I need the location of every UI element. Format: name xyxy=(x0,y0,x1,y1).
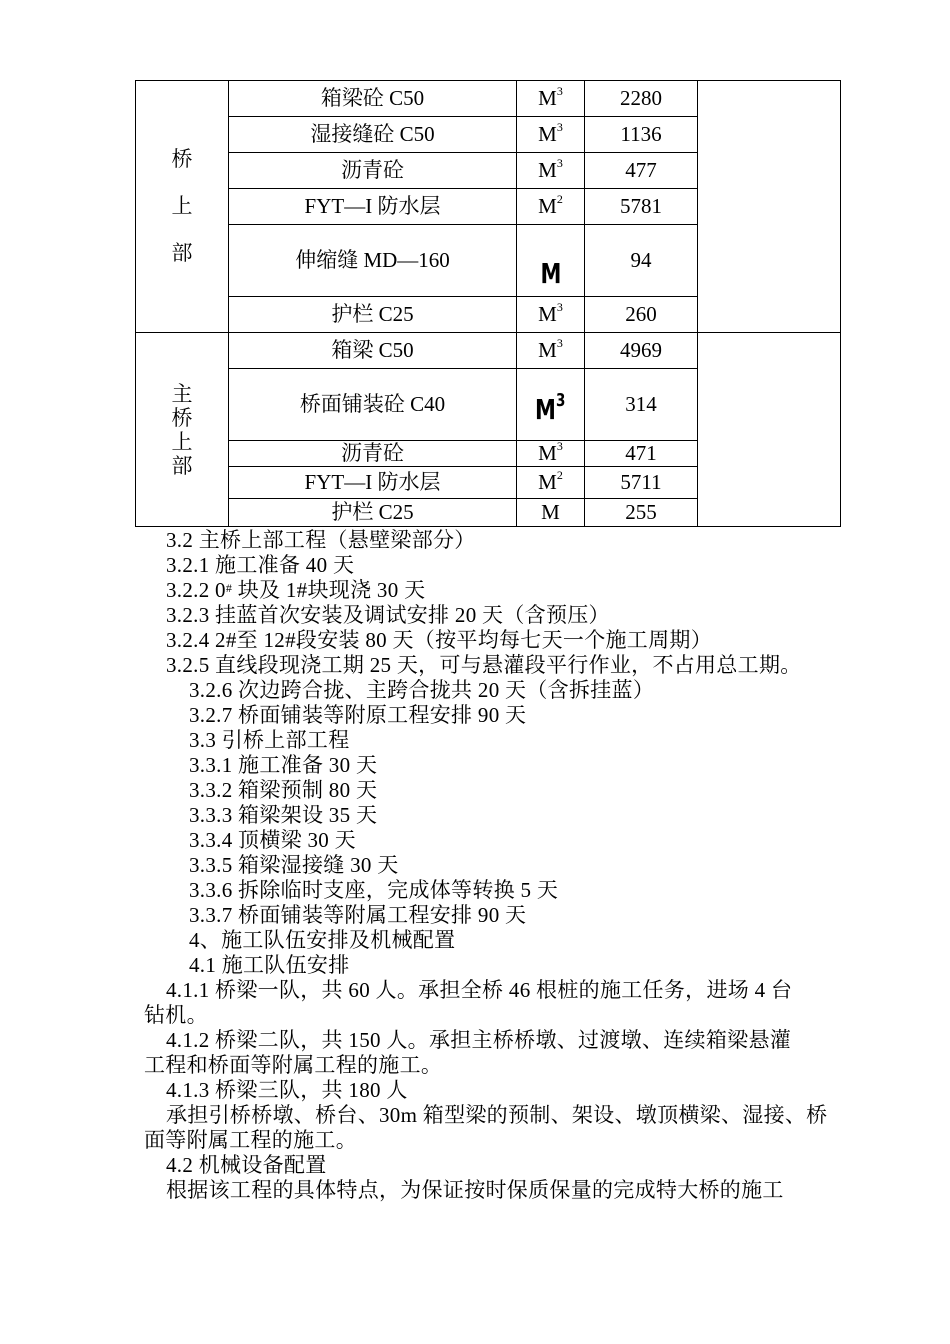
unit-cell: $M^3$ xyxy=(517,117,585,153)
unit-cell: $M^2$ xyxy=(517,467,585,499)
paragraph-line: 3.2.4 2#至 12#段安装 80 天（按平均每七天一个施工周期） xyxy=(166,628,712,652)
unit-cell: M xyxy=(517,225,585,297)
paragraph-line: 4.1.3 桥梁三队，共 180 人 xyxy=(166,1078,408,1102)
section-label-bridge-upper: 桥 上 部 xyxy=(136,81,229,333)
item-cell: 护栏 C25 xyxy=(229,499,517,527)
quantity-cell: 2280 xyxy=(585,81,698,117)
quantity-cell: 314 xyxy=(585,369,698,441)
item-cell: 箱梁 C50 xyxy=(229,333,517,369)
quantity-cell: 5711 xyxy=(585,467,698,499)
unit-cell: $M^3$ xyxy=(517,297,585,333)
item-cell: 护栏 C25 xyxy=(229,297,517,333)
item-cell: 伸缩缝 MD—160 xyxy=(229,225,517,297)
paragraph-line: 3.3.4 顶横梁 30 天 xyxy=(189,828,356,852)
heading-3-2: 3.2 主桥上部工程（悬壁梁部分） xyxy=(166,528,476,552)
heading-4-2: 4.2 机械设备配置 xyxy=(166,1153,327,1177)
paragraph-line: 4.1.2 桥梁二队，共 150 人。承担主桥桥墩、过渡墩、连续箱梁悬灌 xyxy=(166,1028,792,1052)
paragraph-line: 3.2.6 次边跨合拢、主跨合拢共 20 天（含拆挂蓝） xyxy=(189,678,655,702)
quantity-cell: 1136 xyxy=(585,117,698,153)
paragraph-line: 3.2.7 桥面铺装等附原工程安排 90 天 xyxy=(189,703,527,727)
quantity-cell: 94 xyxy=(585,225,698,297)
paragraph-line: 钻机。 xyxy=(144,1003,208,1027)
item-cell: 湿接缝砼 C50 xyxy=(229,117,517,153)
heading-4: 4、施工队伍安排及机械配置 xyxy=(189,928,456,952)
paragraph-line: 3.3.6 拆除临时支座，完成体等转换 5 天 xyxy=(189,878,559,902)
unit-cell: $M^2$ xyxy=(517,189,585,225)
paragraph-line: 3.2.2 0# 块及 1#块现浇 30 天 xyxy=(166,578,426,602)
quantity-cell: 255 xyxy=(585,499,698,527)
paragraph-line: 3.3.1 施工准备 30 天 xyxy=(189,753,378,777)
quantity-cell: 4969 xyxy=(585,333,698,369)
unit-cell: $M^3$ xyxy=(517,441,585,467)
unit-cell: $M^3$ xyxy=(517,81,585,117)
paragraph-line: 承担引桥桥墩、桥台、30m 箱型梁的预制、架设、墩顶横梁、湿接、桥 xyxy=(166,1103,828,1127)
paragraph-line: 3.3.5 箱梁湿接缝 30 天 xyxy=(189,853,399,877)
quantity-cell: 260 xyxy=(585,297,698,333)
unit-cell: $M^3$ xyxy=(517,369,585,441)
quantity-cell: 477 xyxy=(585,153,698,189)
item-cell: FYT—I 防水层 xyxy=(229,467,517,499)
heading-4-1: 4.1 施工队伍安排 xyxy=(189,953,350,977)
item-cell: 沥青砼 xyxy=(229,441,517,467)
paragraph-line: 4.1.1 桥梁一队，共 60 人。承担全桥 46 根桩的施工任务，进场 4 台 xyxy=(166,978,793,1002)
table-row xyxy=(136,333,841,369)
paragraph-line: 根据该工程的具体特点，为保证按时保质保量的完成特大桥的施工 xyxy=(166,1178,784,1202)
quantity-table xyxy=(135,80,841,527)
section-label-main-bridge-upper: 主 桥 上 部 xyxy=(136,333,229,527)
paragraph-line: 3.3.7 桥面铺装等附属工程安排 90 天 xyxy=(189,903,527,927)
item-cell: FYT—I 防水层 xyxy=(229,189,517,225)
item-cell: 箱梁砼 C50 xyxy=(229,81,517,117)
remarks-cell xyxy=(698,81,841,333)
remarks-cell xyxy=(698,333,841,527)
heading-3-3: 3.3 引桥上部工程 xyxy=(189,728,350,752)
unit-cell: $M^3$ xyxy=(517,153,585,189)
paragraph-line: 面等附属工程的施工。 xyxy=(144,1128,357,1152)
quantity-cell: 471 xyxy=(585,441,698,467)
paragraph-line: 3.2.3 挂蓝首次安装及调试安排 20 天（含预压） xyxy=(166,603,610,627)
paragraph-line: 3.2.1 施工准备 40 天 xyxy=(166,553,355,577)
paragraph-line: 3.2.5 直线段现浇工期 25 天，可与悬灌段平行作业，不占用总工期。 xyxy=(166,653,802,677)
paragraph-line: 工程和桥面等附属工程的施工。 xyxy=(144,1053,443,1077)
unit-cell: $M^3$ xyxy=(517,333,585,369)
item-cell: 沥青砼 xyxy=(229,153,517,189)
paragraph-line: 3.3.2 箱梁预制 80 天 xyxy=(189,778,378,802)
unit-cell: M xyxy=(517,499,585,527)
item-cell: 桥面铺装砼 C40 xyxy=(229,369,517,441)
paragraph-line: 3.3.3 箱梁架设 35 天 xyxy=(189,803,378,827)
table-row xyxy=(136,81,841,117)
quantity-cell: 5781 xyxy=(585,189,698,225)
